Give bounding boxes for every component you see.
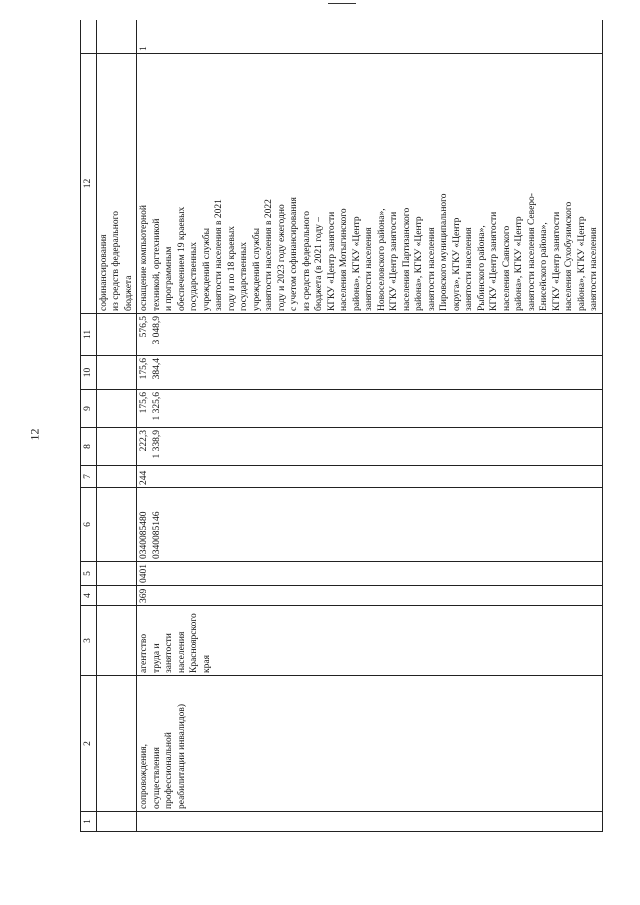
col-num-13 xyxy=(81,20,97,54)
col-num-8: 8 xyxy=(81,428,97,466)
cell-year-2: 175,6 1 325,6 xyxy=(137,390,603,428)
table-row-continuation xyxy=(96,20,137,832)
rotated-table-wrapper xyxy=(80,20,608,832)
col-num-5: 5 xyxy=(81,562,97,586)
cell-section: 0401 xyxy=(137,562,603,586)
program-table xyxy=(80,20,603,832)
column-number-row xyxy=(81,20,97,832)
col-num-6: 6 xyxy=(81,488,97,562)
col-num-7: 7 xyxy=(81,466,97,488)
col-num-3: 3 xyxy=(81,606,97,676)
page-number: 12 xyxy=(27,428,42,441)
cell-total: 576,5 3 048,9 xyxy=(137,314,603,356)
cell-13: 1 xyxy=(137,20,603,54)
rotated-table-content xyxy=(80,20,608,832)
table-row-main xyxy=(137,20,603,832)
cell-expected-result: оснащение компьютерной техникой, оргтехникой и программным обеспечением 19 краевых государственных учреждений службы занятости населения в 2021 году и по 18 краевых государственных учреждений службы занятости населения в 2022 году и 2023 году ежегодно с учетом софинансирования из средств федерального бюджета (в 2021 году – КГКУ «Центр занятости населения Мотыгинского района», КГКУ «Центр занятости населения Новоселовского района», КГКУ «Центр занятости населения Партизанского района», КГКУ «Центр занятости населения Пировского муниципального округа», КГКУ «Центр занятости населения Рыбинского района», КГКУ «Центр занятости населения Саянского района», КГКУ «Центр занятости населения Северо- Енисейского района», КГКУ «Центр занятости населения Сухобузимского района», КГКУ «Центр занятости населения xyxy=(137,54,603,314)
cell-year-3: 175,6 384,4 xyxy=(137,356,603,390)
cell-continuation-text: софинансирования из средств федерального бюджета xyxy=(96,54,137,314)
col-num-4: 4 xyxy=(81,586,97,606)
top-dash xyxy=(328,3,356,4)
cell-executor: агентство труда и занятости населения Красноярского края xyxy=(137,606,603,676)
cell-13 xyxy=(96,20,137,54)
col-num-11: 11 xyxy=(81,314,97,356)
col-num-12: 12 xyxy=(81,54,97,314)
col-num-10: 10 xyxy=(81,356,97,390)
col-num-9: 9 xyxy=(81,390,97,428)
col-num-1: 1 xyxy=(81,812,97,832)
cell-year-1: 222,3 1 338,9 xyxy=(137,428,603,466)
cell-expense-type: 244 xyxy=(137,466,603,488)
cell-grbs: 369 xyxy=(137,586,603,606)
cell-target-article: 0340085480 0340085146 xyxy=(137,488,603,562)
cell-1 xyxy=(137,812,603,832)
cell-1 xyxy=(96,812,137,832)
col-num-2: 2 xyxy=(81,676,97,812)
cell-event-name: сопровождения, осуществления профессиональной реабилитации инвалидов) xyxy=(137,676,603,812)
